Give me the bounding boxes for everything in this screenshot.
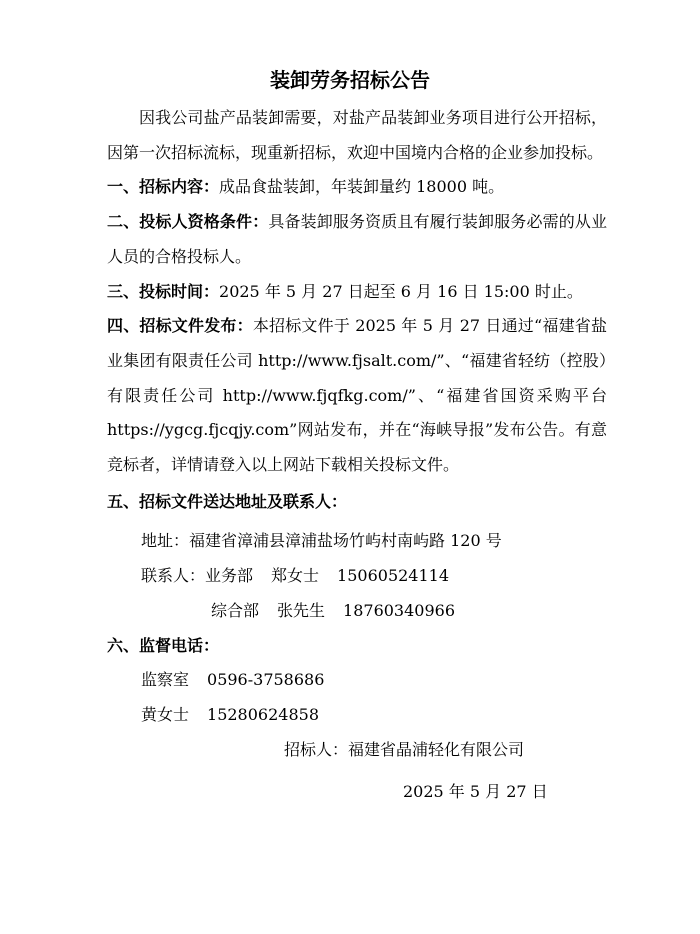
- supervision-1-phone: 0596-3758686: [207, 670, 325, 690]
- supervision-1-label: 监察室: [141, 670, 190, 690]
- supervision-line-2: [107, 698, 607, 733]
- section-4: [107, 309, 607, 483]
- section-3-text: 2025 年 5 月 27 日起至 6 月 16 日 15:00 时止。: [219, 281, 583, 301]
- supervision-line-1: [107, 663, 607, 698]
- contact-1-dept: 业务部: [205, 566, 254, 586]
- signer-line: 招标人：福建省晶浦轻化有限公司: [284, 739, 525, 759]
- document-title: 装卸劳务招标公告: [270, 68, 430, 92]
- section-4-text: 本招标文件于 2025 年 5 月 27 日通过“福建省盐业集团有限责任公司 http://www.fjsalt.com/”、“福建省轻纺（控股）有限责任公司 http://www.fjqfkg.com/”、“福建省国资采购平台 https://ygcg.fjcqjy.com”网站发布，并在“海峡导报”发布公告。有意竞标者，详情请登入以上网站下载相关投标文件。: [107, 316, 607, 475]
- section-6: [107, 629, 607, 664]
- document-body: [107, 101, 607, 810]
- date-line: 2025 年 5 月 27 日: [403, 782, 548, 802]
- section-1-text: 成品食盐装卸，年装卸量约 18000 吨。: [219, 177, 505, 197]
- contact-1-phone: 15060524114: [337, 566, 450, 586]
- section-1-heading: 一、招标内容：: [107, 177, 220, 197]
- contact-line-2: [107, 594, 607, 629]
- section-2: [107, 205, 607, 274]
- section-2-heading: 二、投标人资格条件：: [107, 212, 269, 232]
- intro-paragraph: 因我公司盐产品装卸需要，对盐产品装卸业务项目进行公开招标，因第一次招标流标，现重新招标，欢迎中国境内合格的企业参加投标。: [107, 108, 607, 162]
- section-1: [107, 170, 607, 205]
- contact-2-phone: 18760340966: [343, 600, 456, 620]
- section-2-text: 具备装卸服务资质且有履行装卸服务必需的从业人员的合格投标人。: [107, 212, 607, 266]
- contact-2-name: 张先生: [277, 600, 326, 620]
- section-6-heading: 六、监督电话：: [107, 635, 220, 655]
- address-line: 地址：福建省漳浦县漳浦盐场竹屿村南屿路 120 号: [141, 531, 502, 551]
- contacts-label: 联系人：: [141, 566, 206, 586]
- contact-2-dept: 综合部: [211, 600, 260, 620]
- section-3: [107, 275, 607, 310]
- section-5-heading: 五、招标文件送达地址及联系人：: [107, 491, 348, 511]
- contact-1-name: 郑女士: [271, 566, 320, 586]
- contact-line-1: [107, 559, 607, 594]
- supervision-2-label: 黄女士: [141, 704, 190, 724]
- section-3-heading: 三、投标时间：: [107, 281, 220, 301]
- supervision-2-phone: 15280624858: [207, 704, 319, 724]
- section-4-heading: 四、招标文件发布：: [107, 316, 253, 336]
- section-5: [107, 485, 607, 520]
